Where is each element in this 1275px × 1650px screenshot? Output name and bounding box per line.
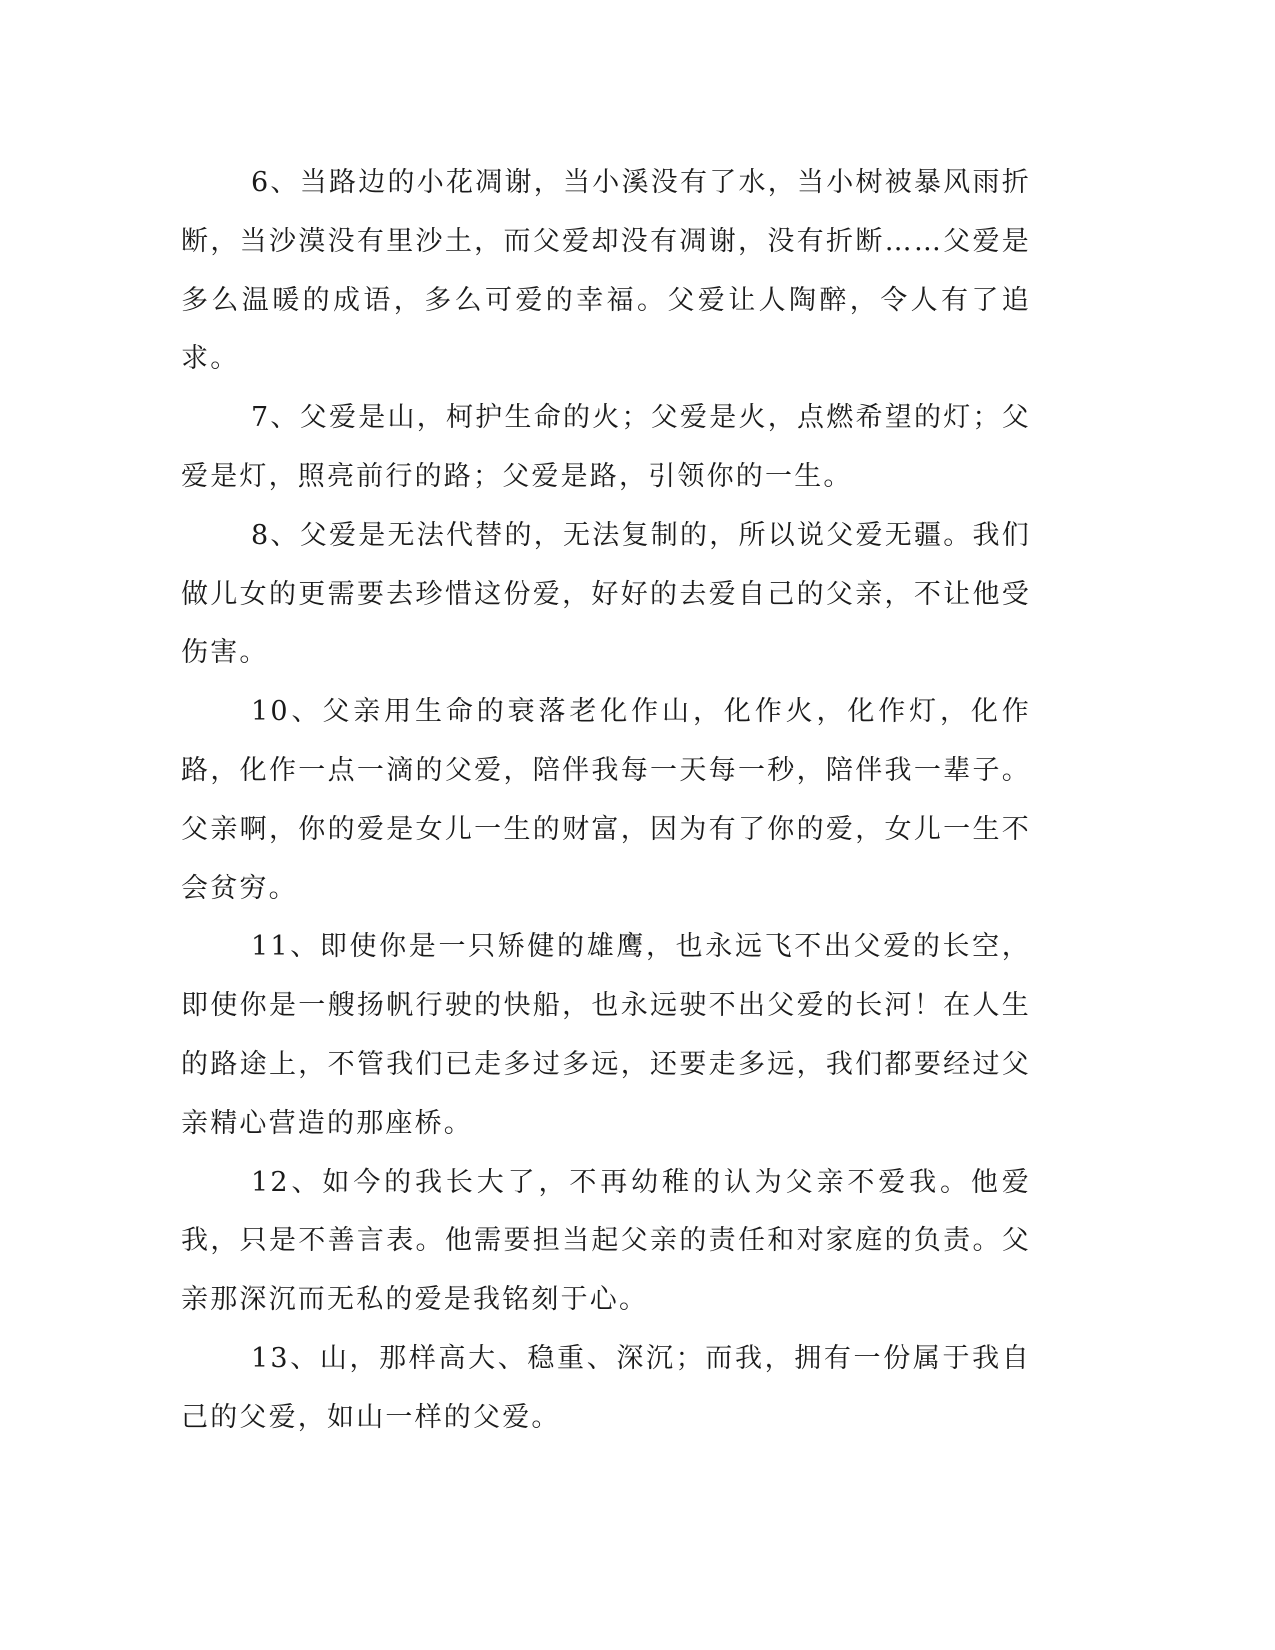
paragraph-11: 11、即使你是一只矫健的雄鹰，也永远飞不出父爱的长空，即使你是一艘扬帆行驶的快船，也永远驶不出父爱的长河！在人生的路途上，不管我们已走多过多远，还要走多远，我们都要经过父亲精心营造的那座桥。 bbox=[181, 931, 1031, 1139]
paragraph-6: 6、当路边的小花凋谢，当小溪没有了水，当小树被暴风雨折断，当沙漠没有里沙土，而父爱却没有凋谢，没有折断……父爱是多么温暖的成语，多么可爱的幸福。父爱让人陶醉，令人有了追求。 bbox=[181, 167, 1031, 375]
paragraph-12: 12、如今的我长大了，不再幼稚的认为父亲不爱我。他爱我，只是不善言表。他需要担当起父亲的责任和对家庭的负责。父亲那深沉而无私的爱是我铭刻于心。 bbox=[181, 1166, 1031, 1316]
paragraph-7: 7、父爱是山，柯护生命的火；父爱是火，点燃希望的灯；父爱是灯，照亮前行的路；父爱是路，引领你的一生。 bbox=[181, 402, 1031, 492]
paragraph-10: 10、父亲用生命的衰落老化作山，化作火，化作灯，化作路，化作一点一滴的父爱，陪伴我每一天每一秒，陪伴我一辈子。父亲啊，你的爱是女儿一生的财富，因为有了你的爱，女儿一生不会贫穷。 bbox=[181, 696, 1031, 904]
paragraph-8: 8、父爱是无法代替的，无法复制的，所以说父爱无疆。我们做儿女的更需要去珍惜这份爱，好好的去爱自己的父亲，不让他受伤害。 bbox=[181, 519, 1031, 669]
document-body bbox=[181, 154, 1031, 1448]
paragraph-13: 13、山，那样高大、稳重、深沉；而我，拥有一份属于我自己的父爱，如山一样的父爱。 bbox=[181, 1342, 1031, 1433]
